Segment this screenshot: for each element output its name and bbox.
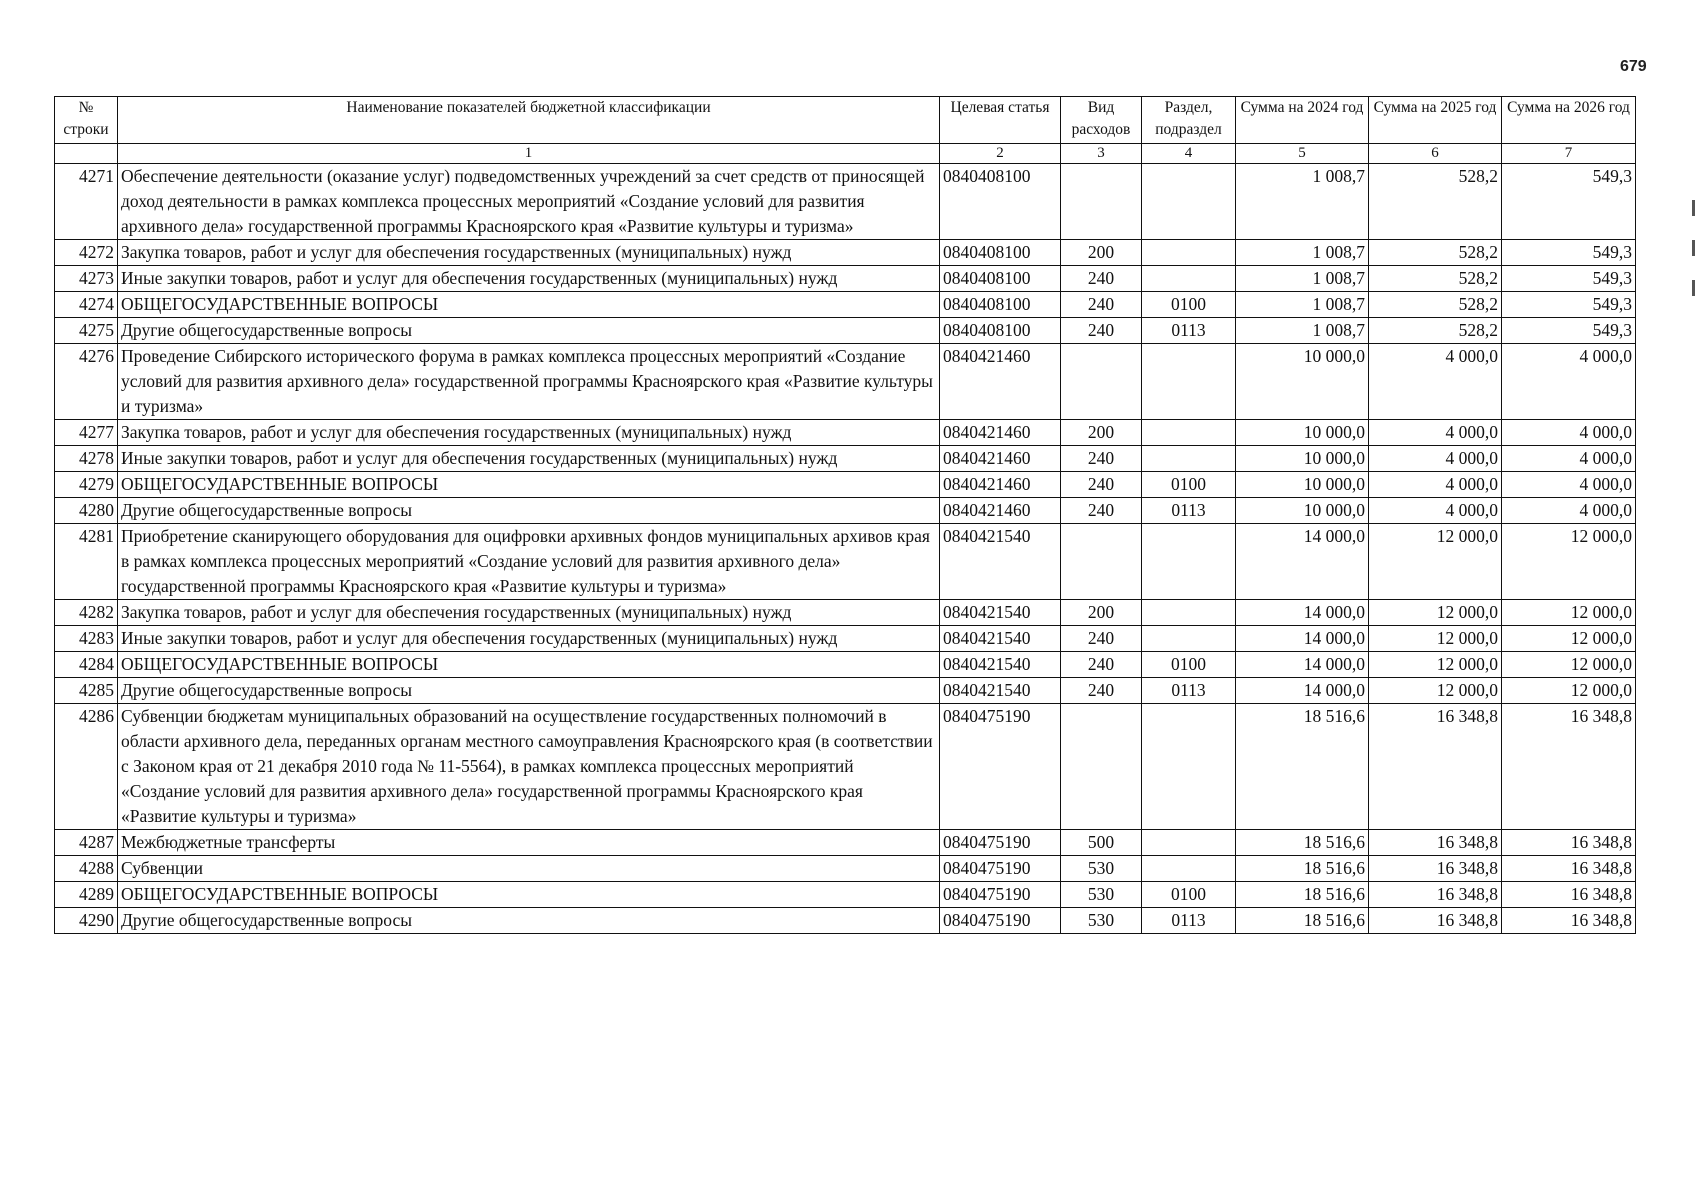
amount-2026-cell: 4 000,0	[1502, 420, 1636, 446]
row-name-cell: Закупка товаров, работ и услуг для обеспечения государственных (муниципальных) нужд	[118, 240, 940, 266]
target-article-cell: 0840421540	[940, 600, 1061, 626]
amount-2025-cell: 16 348,8	[1369, 704, 1502, 830]
amount-2024-cell: 10 000,0	[1236, 420, 1369, 446]
table-row	[55, 420, 1636, 446]
amount-2026-cell: 12 000,0	[1502, 678, 1636, 704]
row-name-cell: Другие общегосударственные вопросы	[118, 318, 940, 344]
amount-2026-cell: 16 348,8	[1502, 908, 1636, 934]
row-number-cell: 4283	[55, 626, 118, 652]
column-number: 4	[1142, 144, 1236, 164]
table-row	[55, 856, 1636, 882]
amount-2025-cell: 4 000,0	[1369, 498, 1502, 524]
row-name-cell: Межбюджетные трансферты	[118, 830, 940, 856]
table-row	[55, 446, 1636, 472]
expense-type-cell: 240	[1061, 498, 1142, 524]
row-name-cell: Иные закупки товаров, работ и услуг для обеспечения государственных (муниципальных) нужд	[118, 626, 940, 652]
table-row	[55, 266, 1636, 292]
expense-type-cell: 500	[1061, 830, 1142, 856]
section-cell	[1142, 704, 1236, 830]
expense-type-cell: 530	[1061, 882, 1142, 908]
amount-2026-cell: 12 000,0	[1502, 626, 1636, 652]
row-number-cell: 4277	[55, 420, 118, 446]
amount-2024-cell: 18 516,6	[1236, 882, 1369, 908]
amount-2025-cell: 4 000,0	[1369, 446, 1502, 472]
row-name-cell: Иные закупки товаров, работ и услуг для обеспечения государственных (муниципальных) нужд	[118, 446, 940, 472]
target-article-cell: 0840475190	[940, 856, 1061, 882]
amount-2026-cell: 12 000,0	[1502, 652, 1636, 678]
amount-2024-cell: 1 008,7	[1236, 164, 1369, 240]
amount-2026-cell: 4 000,0	[1502, 344, 1636, 420]
header-2024: Сумма на 2024 год	[1236, 97, 1369, 144]
row-name-cell: Закупка товаров, работ и услуг для обеспечения государственных (муниципальных) нужд	[118, 600, 940, 626]
section-cell: 0113	[1142, 318, 1236, 344]
row-number-cell: 4271	[55, 164, 118, 240]
amount-2025-cell: 528,2	[1369, 318, 1502, 344]
amount-2025-cell: 16 348,8	[1369, 856, 1502, 882]
amount-2024-cell: 14 000,0	[1236, 600, 1369, 626]
header-section: Раздел, подраздел	[1142, 97, 1236, 144]
table-row	[55, 318, 1636, 344]
target-article-cell: 0840408100	[940, 240, 1061, 266]
expense-type-cell: 240	[1061, 266, 1142, 292]
table-row	[55, 600, 1636, 626]
table-row	[55, 498, 1636, 524]
row-number-cell: 4285	[55, 678, 118, 704]
amount-2026-cell: 16 348,8	[1502, 856, 1636, 882]
table-row	[55, 524, 1636, 600]
amount-2024-cell: 1 008,7	[1236, 266, 1369, 292]
target-article-cell: 0840421460	[940, 344, 1061, 420]
section-cell: 0113	[1142, 678, 1236, 704]
table-row	[55, 472, 1636, 498]
budget-table	[54, 96, 1636, 934]
expense-type-cell: 240	[1061, 292, 1142, 318]
row-number-cell: 4275	[55, 318, 118, 344]
table-row	[55, 882, 1636, 908]
row-number-cell: 4281	[55, 524, 118, 600]
section-cell: 0100	[1142, 652, 1236, 678]
table-row	[55, 678, 1636, 704]
amount-2025-cell: 528,2	[1369, 240, 1502, 266]
target-article-cell: 0840408100	[940, 292, 1061, 318]
scan-edge-mark	[1692, 200, 1695, 216]
target-article-cell: 0840421460	[940, 446, 1061, 472]
expense-type-cell	[1061, 704, 1142, 830]
row-number-cell: 4290	[55, 908, 118, 934]
amount-2025-cell: 528,2	[1369, 292, 1502, 318]
target-article-cell: 0840421540	[940, 524, 1061, 600]
table-row	[55, 704, 1636, 830]
amount-2024-cell: 18 516,6	[1236, 704, 1369, 830]
amount-2026-cell: 4 000,0	[1502, 446, 1636, 472]
section-cell: 0100	[1142, 882, 1236, 908]
row-name-cell: Другие общегосударственные вопросы	[118, 908, 940, 934]
amount-2025-cell: 16 348,8	[1369, 882, 1502, 908]
amount-2024-cell: 10 000,0	[1236, 498, 1369, 524]
row-number-cell: 4279	[55, 472, 118, 498]
amount-2026-cell: 549,3	[1502, 318, 1636, 344]
header-kind: Вид расходов	[1061, 97, 1142, 144]
target-article-cell: 0840475190	[940, 830, 1061, 856]
row-name-cell: ОБЩЕГОСУДАРСТВЕННЫЕ ВОПРОСЫ	[118, 652, 940, 678]
table-row	[55, 344, 1636, 420]
table-row	[55, 908, 1636, 934]
row-number-cell: 4282	[55, 600, 118, 626]
target-article-cell: 0840421540	[940, 626, 1061, 652]
expense-type-cell: 200	[1061, 600, 1142, 626]
row-number-cell: 4287	[55, 830, 118, 856]
amount-2025-cell: 12 000,0	[1369, 652, 1502, 678]
target-article-cell: 0840421460	[940, 498, 1061, 524]
amount-2024-cell: 14 000,0	[1236, 626, 1369, 652]
table-row	[55, 292, 1636, 318]
section-cell	[1142, 240, 1236, 266]
header-row-no: № строки	[55, 97, 118, 144]
table-row	[55, 240, 1636, 266]
scan-edge-mark	[1692, 280, 1695, 296]
row-name-cell: ОБЩЕГОСУДАРСТВЕННЫЕ ВОПРОСЫ	[118, 472, 940, 498]
amount-2024-cell: 1 008,7	[1236, 292, 1369, 318]
header-target: Целевая статья	[940, 97, 1061, 144]
section-cell	[1142, 524, 1236, 600]
target-article-cell: 0840408100	[940, 164, 1061, 240]
row-name-cell: Другие общегосударственные вопросы	[118, 678, 940, 704]
amount-2025-cell: 12 000,0	[1369, 600, 1502, 626]
expense-type-cell: 240	[1061, 626, 1142, 652]
amount-2024-cell: 14 000,0	[1236, 524, 1369, 600]
target-article-cell: 0840475190	[940, 882, 1061, 908]
table-body	[55, 164, 1636, 934]
amount-2026-cell: 16 348,8	[1502, 830, 1636, 856]
amount-2026-cell: 549,3	[1502, 292, 1636, 318]
amount-2024-cell: 10 000,0	[1236, 472, 1369, 498]
section-cell	[1142, 344, 1236, 420]
header-name: Наименование показателей бюджетной классификации	[118, 97, 940, 144]
amount-2025-cell: 12 000,0	[1369, 524, 1502, 600]
amount-2024-cell: 18 516,6	[1236, 908, 1369, 934]
expense-type-cell: 530	[1061, 908, 1142, 934]
row-name-cell: ОБЩЕГОСУДАРСТВЕННЫЕ ВОПРОСЫ	[118, 292, 940, 318]
column-number	[55, 144, 118, 164]
row-name-cell: Другие общегосударственные вопросы	[118, 498, 940, 524]
table-row	[55, 830, 1636, 856]
row-name-cell: Субвенции	[118, 856, 940, 882]
section-cell	[1142, 856, 1236, 882]
row-number-cell: 4272	[55, 240, 118, 266]
row-name-cell: ОБЩЕГОСУДАРСТВЕННЫЕ ВОПРОСЫ	[118, 882, 940, 908]
expense-type-cell: 200	[1061, 240, 1142, 266]
amount-2026-cell: 4 000,0	[1502, 472, 1636, 498]
amount-2024-cell: 18 516,6	[1236, 856, 1369, 882]
target-article-cell: 0840475190	[940, 908, 1061, 934]
target-article-cell: 0840421460	[940, 472, 1061, 498]
amount-2024-cell: 10 000,0	[1236, 344, 1369, 420]
amount-2024-cell: 14 000,0	[1236, 652, 1369, 678]
amount-2025-cell: 528,2	[1369, 164, 1502, 240]
row-name-cell: Приобретение сканирующего оборудования для оцифровки архивных фондов муниципальных архивов края в рамках комплекса процессных мероприятий «Создание условий для развития архивного дела» государственной программы Красноярского края «Развитие культуры и туризма»	[118, 524, 940, 600]
section-cell: 0100	[1142, 292, 1236, 318]
expense-type-cell: 240	[1061, 318, 1142, 344]
row-number-cell: 4274	[55, 292, 118, 318]
row-name-cell: Субвенции бюджетам муниципальных образований на осуществление государственных полномочий в области архивного дела, переданных органам местного самоуправления Красноярского края (в соответствии с Законом края от 21 декабря 2010 года № 11-5564), в рамках комплекса процессных мероприятий «Создание условий для развития архивного дела» государственной программы Красноярского края «Развитие культуры и туризма»	[118, 704, 940, 830]
header-2026: Сумма на 2026 год	[1502, 97, 1636, 144]
column-number: 1	[118, 144, 940, 164]
expense-type-cell	[1061, 344, 1142, 420]
row-name-cell: Обеспечение деятельности (оказание услуг) подведомственных учреждений за счет средств от приносящей доход деятельности в рамках комплекса процессных мероприятий «Создание условий для развития архивного дела» государственной программы Красноярского края «Развитие культуры и туризма»	[118, 164, 940, 240]
scan-edge-mark	[1692, 240, 1695, 256]
row-name-cell: Иные закупки товаров, работ и услуг для обеспечения государственных (муниципальных) нужд	[118, 266, 940, 292]
amount-2025-cell: 16 348,8	[1369, 830, 1502, 856]
expense-type-cell	[1061, 164, 1142, 240]
table-row	[55, 626, 1636, 652]
section-cell	[1142, 600, 1236, 626]
amount-2024-cell: 1 008,7	[1236, 240, 1369, 266]
column-number: 7	[1502, 144, 1636, 164]
amount-2026-cell: 16 348,8	[1502, 882, 1636, 908]
target-article-cell: 0840408100	[940, 318, 1061, 344]
target-article-cell: 0840421540	[940, 678, 1061, 704]
page-number: 679	[1620, 58, 1647, 75]
amount-2024-cell: 1 008,7	[1236, 318, 1369, 344]
expense-type-cell: 200	[1061, 420, 1142, 446]
expense-type-cell	[1061, 524, 1142, 600]
expense-type-cell: 240	[1061, 446, 1142, 472]
row-number-cell: 4273	[55, 266, 118, 292]
table-header	[55, 97, 1636, 164]
amount-2025-cell: 4 000,0	[1369, 420, 1502, 446]
row-number-cell: 4286	[55, 704, 118, 830]
target-article-cell: 0840408100	[940, 266, 1061, 292]
section-cell: 0100	[1142, 472, 1236, 498]
row-name-cell: Проведение Сибирского исторического форума в рамках комплекса процессных мероприятий «Создание условий для развития архивного дела» государственной программы Красноярского края «Развитие культуры и туризма»	[118, 344, 940, 420]
target-article-cell: 0840421540	[940, 652, 1061, 678]
amount-2026-cell: 16 348,8	[1502, 704, 1636, 830]
section-cell	[1142, 164, 1236, 240]
expense-type-cell: 240	[1061, 652, 1142, 678]
expense-type-cell: 240	[1061, 678, 1142, 704]
amount-2025-cell: 4 000,0	[1369, 344, 1502, 420]
section-cell	[1142, 626, 1236, 652]
section-cell	[1142, 266, 1236, 292]
row-number-cell: 4284	[55, 652, 118, 678]
section-cell: 0113	[1142, 498, 1236, 524]
expense-type-cell: 240	[1061, 472, 1142, 498]
amount-2025-cell: 12 000,0	[1369, 626, 1502, 652]
row-number-cell: 4276	[55, 344, 118, 420]
row-number-cell: 4280	[55, 498, 118, 524]
table-row	[55, 652, 1636, 678]
amount-2026-cell: 549,3	[1502, 164, 1636, 240]
amount-2025-cell: 528,2	[1369, 266, 1502, 292]
column-number: 5	[1236, 144, 1369, 164]
amount-2026-cell: 549,3	[1502, 240, 1636, 266]
row-number-cell: 4288	[55, 856, 118, 882]
table-row	[55, 164, 1636, 240]
expense-type-cell: 530	[1061, 856, 1142, 882]
amount-2026-cell: 549,3	[1502, 266, 1636, 292]
column-number: 6	[1369, 144, 1502, 164]
amount-2025-cell: 16 348,8	[1369, 908, 1502, 934]
amount-2025-cell: 4 000,0	[1369, 472, 1502, 498]
column-number-row	[55, 144, 1636, 164]
amount-2025-cell: 12 000,0	[1369, 678, 1502, 704]
section-cell	[1142, 420, 1236, 446]
target-article-cell: 0840421460	[940, 420, 1061, 446]
row-number-cell: 4289	[55, 882, 118, 908]
section-cell	[1142, 446, 1236, 472]
section-cell	[1142, 830, 1236, 856]
section-cell: 0113	[1142, 908, 1236, 934]
row-name-cell: Закупка товаров, работ и услуг для обеспечения государственных (муниципальных) нужд	[118, 420, 940, 446]
amount-2026-cell: 4 000,0	[1502, 498, 1636, 524]
amount-2026-cell: 12 000,0	[1502, 600, 1636, 626]
column-number: 2	[940, 144, 1061, 164]
amount-2024-cell: 18 516,6	[1236, 830, 1369, 856]
row-number-cell: 4278	[55, 446, 118, 472]
header-2025: Сумма на 2025 год	[1369, 97, 1502, 144]
amount-2026-cell: 12 000,0	[1502, 524, 1636, 600]
amount-2024-cell: 10 000,0	[1236, 446, 1369, 472]
target-article-cell: 0840475190	[940, 704, 1061, 830]
column-number: 3	[1061, 144, 1142, 164]
amount-2024-cell: 14 000,0	[1236, 678, 1369, 704]
